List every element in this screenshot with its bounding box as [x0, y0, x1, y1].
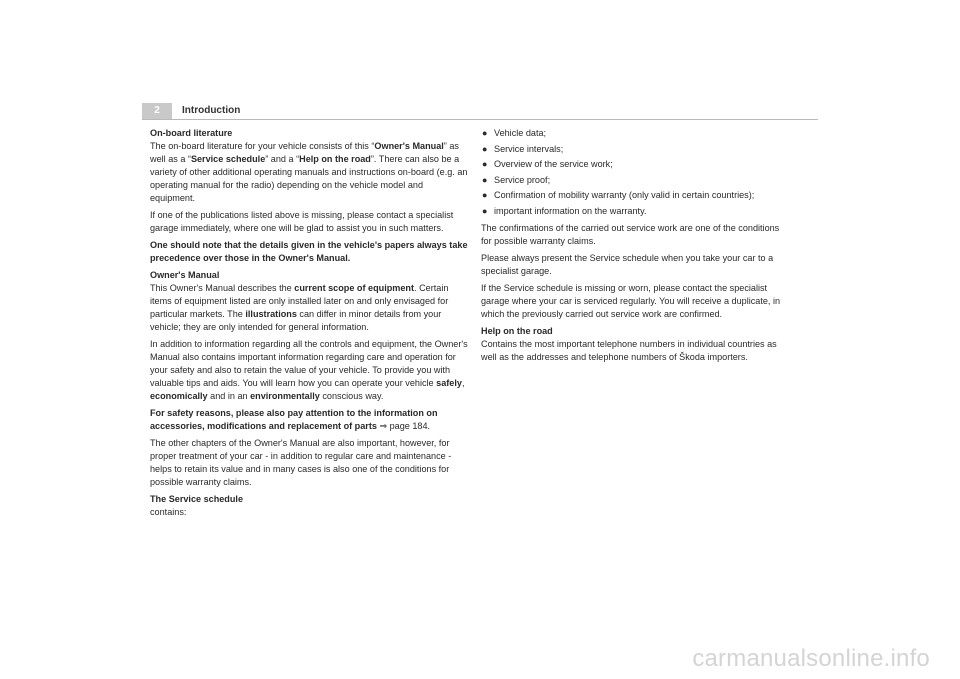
right-column: [481, 127, 781, 368]
paragraph-manual-scope: [150, 282, 468, 334]
paragraph-manual-contents: [150, 338, 468, 403]
left-column: [150, 127, 468, 524]
text-run: and in an: [207, 390, 251, 401]
term-economically: economically: [150, 390, 208, 401]
watermark-text: carmanualsonline.info: [692, 645, 930, 672]
page-number: 2: [142, 103, 172, 119]
list-item-text: important information on the warranty.: [494, 205, 647, 216]
heading-service-schedule: The Service schedule: [150, 494, 244, 505]
bullet-icon: ●: [482, 159, 488, 169]
list-item: [481, 205, 781, 218]
text-run: In addition to information regarding all the controls and equipment, the Owner's Manual also contains important information regarding care and operation for your safety and also to retain the value of your vehicle. To provide you with valuable tips and aids. You will learn how you can operate your vehicle: [150, 339, 468, 388]
text-run: ” as well as a “: [150, 140, 459, 164]
paragraph-precedence-note: One should note that the details given in the vehicle's papers always take precedence over those in the Owner's Manual.: [150, 240, 468, 263]
text-run: The on-board literature for your vehicle consists of this “: [150, 140, 375, 151]
text-run: ,: [461, 377, 465, 388]
heading-owners-manual: Owner's Manual: [150, 270, 220, 281]
list-item-text: Service proof;: [494, 174, 551, 185]
list-item-text: Overview of the service work;: [494, 159, 613, 169]
paragraph-safety-accessories: [150, 407, 468, 433]
text-run: . Certain items of equipment listed are only installed later on and only envisaged for particular markets. The: [150, 283, 449, 319]
text-run: ” and a “: [265, 153, 300, 164]
heading-help-on-the-road: Help on the road: [481, 326, 553, 337]
term-service-schedule: Service schedule: [190, 153, 266, 164]
bullet-icon: ●: [482, 190, 488, 200]
term-owners-manual: Owner's Manual: [374, 140, 444, 151]
text-run: ”. There can also be a variety of other additional operating manuals and instructions on-board (e.g. an operating manual for the radio) depending on the vehicle model and equipment.: [150, 153, 468, 203]
paragraph-contains: contains:: [150, 507, 187, 518]
list-item: [481, 143, 781, 156]
paragraph-confirmations: The confirmations of the carried out service work are one of the conditions for possible warranty claims.: [481, 222, 780, 246]
term-environmentally: environmentally: [250, 390, 320, 401]
text-run: conscious way.: [319, 390, 384, 401]
heading-onboard-literature: On-board literature: [150, 128, 233, 138]
paragraph-missing-publications: If one of the publications listed above is missing, please contact a specialist garage immediately, where one will be glad to assist you in such matters.: [150, 209, 454, 233]
page-header: [142, 101, 818, 120]
paragraph-other-chapters: The other chapters of the Owner's Manual are also important, however, for proper treatment of your car - in addition to regular care and maintenance - helps to retain its value and in many cases is also one of the conditions for possible warranty claims.: [150, 438, 452, 487]
bullet-icon: ●: [482, 174, 488, 185]
bullet-icon: ●: [482, 143, 488, 154]
bullet-icon: ●: [482, 205, 488, 216]
bullet-icon: ●: [482, 128, 488, 138]
paragraph-missing-schedule: If the Service schedule is missing or worn, please contact the specialist garage where your car is serviced regularly. You will receive a duplicate, in which the previously carried out service work are confirmed.: [481, 283, 781, 320]
service-schedule-list: [481, 127, 781, 217]
list-item-text: Service intervals;: [494, 143, 564, 154]
list-item: [481, 158, 781, 171]
term-help-on-the-road: Help on the road: [299, 153, 371, 164]
list-item: [481, 174, 781, 187]
list-item: [481, 127, 781, 140]
paragraph-present-schedule: Please always present the Service schedule when you take your car to a specialist garage.: [481, 253, 774, 276]
term-safely: safely: [436, 377, 462, 388]
text-run: can differ in minor details from your vehicle; they are only intended for general information.: [150, 308, 442, 332]
section-title: Introduction: [182, 105, 241, 116]
paragraph-help-contents: Contains the most important telephone numbers in individual countries as well as the addresses and telephone numbers of Škoda importers.: [481, 339, 777, 363]
list-item: [481, 189, 781, 202]
text-run: For safety reasons, please also pay attention to the information on accessories, modifications and replacement of parts: [150, 408, 438, 431]
term-illustrations: illustrations: [245, 308, 297, 319]
page-reference-link[interactable]: ⇒ page 184.: [376, 420, 431, 431]
text-run: This Owner's Manual describes the: [150, 283, 295, 294]
term-current-scope: current scope of equipment: [294, 283, 415, 294]
list-item-text: Confirmation of mobility warranty (only valid in certain countries);: [494, 190, 755, 200]
list-item-text: Vehicle data;: [494, 128, 547, 138]
paragraph-onboard-intro: [150, 140, 468, 205]
